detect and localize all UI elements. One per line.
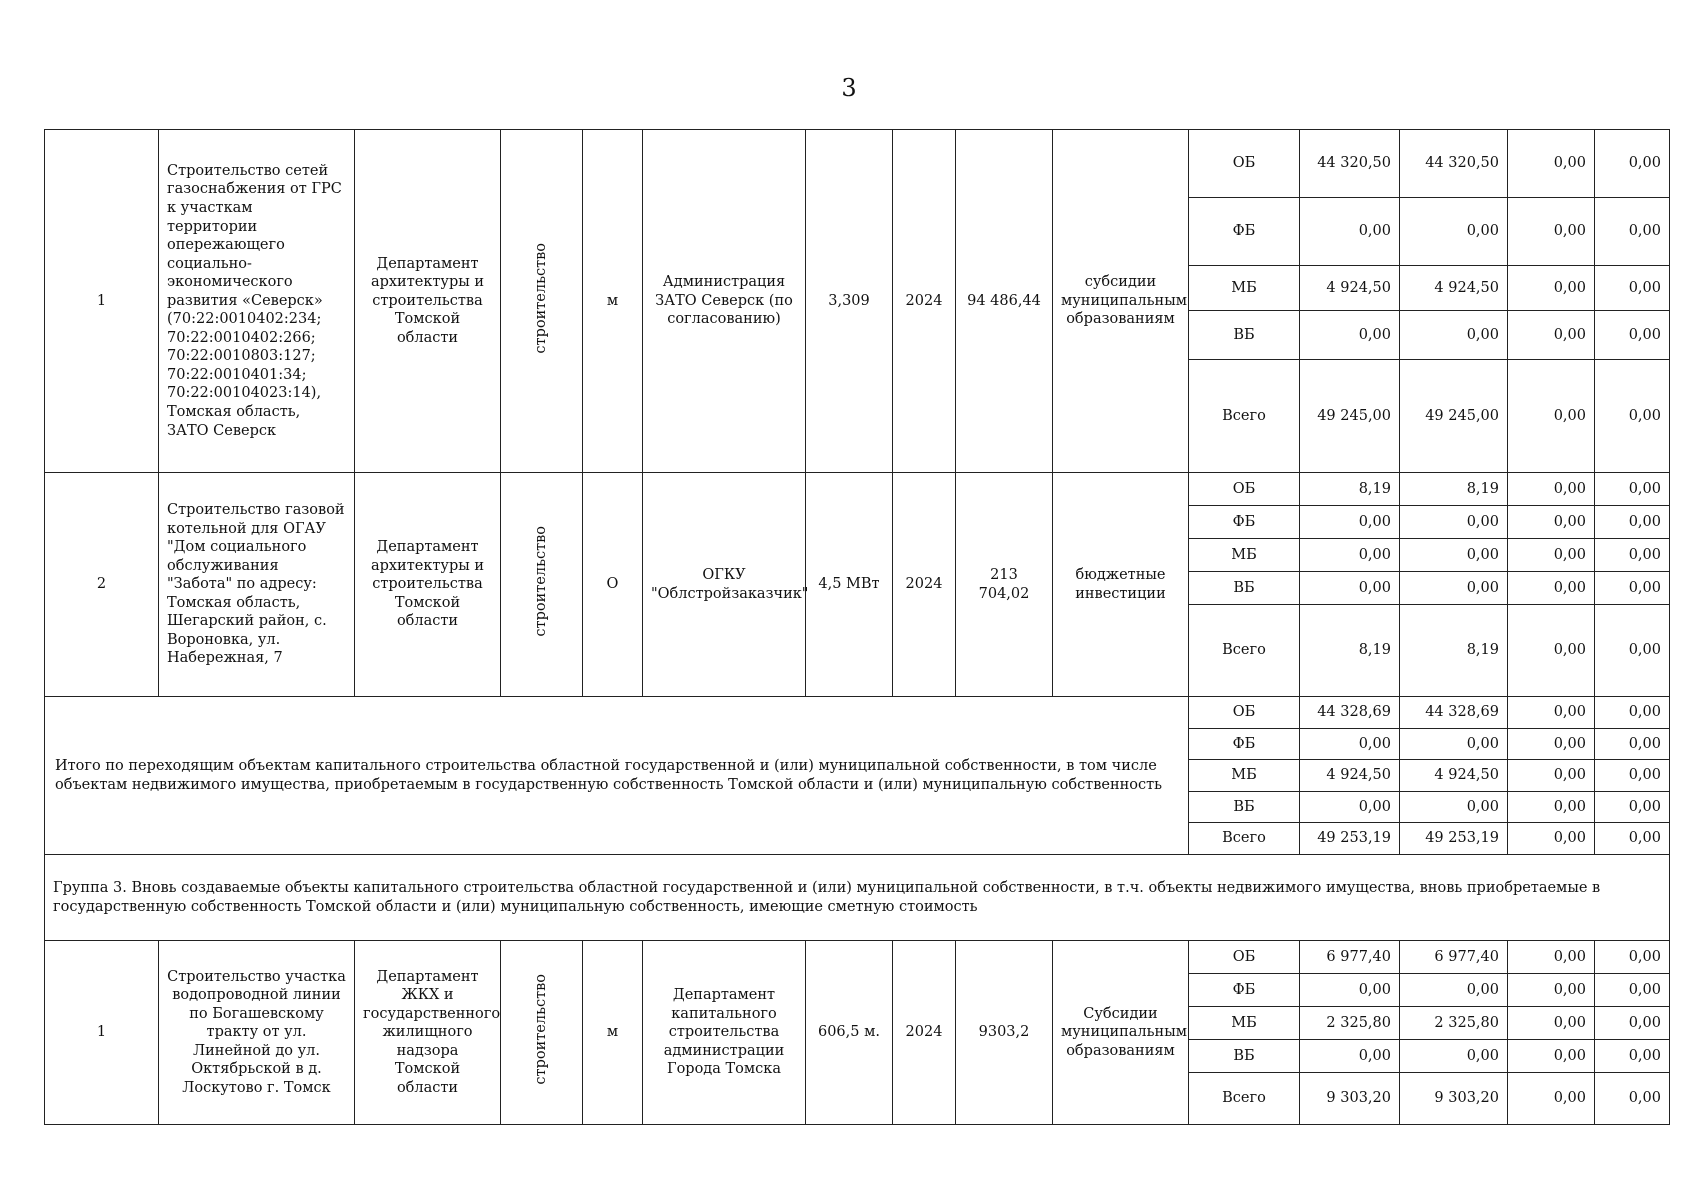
amount-cell: 0,00: [1300, 198, 1400, 266]
amount-cell: 0,00: [1508, 1007, 1595, 1040]
amount-cell: 0,00: [1595, 572, 1670, 605]
amount-cell: 6 977,40: [1400, 941, 1508, 974]
amount-cell: 0,00: [1508, 792, 1595, 823]
amount-cell: 0,00: [1508, 1073, 1595, 1125]
project-department: Департамент архитектуры и строительства Томской области: [355, 130, 501, 473]
amount-cell: 0,00: [1508, 506, 1595, 539]
amount-cell: 0,00: [1595, 760, 1670, 792]
amount-cell: 8,19: [1400, 605, 1508, 697]
amount-cell: 0,00: [1595, 266, 1670, 311]
amount-cell: 0,00: [1400, 1040, 1508, 1073]
amount-cell: 0,00: [1508, 198, 1595, 266]
amount-cell: 9 303,20: [1300, 1073, 1400, 1125]
amount-cell: 0,00: [1595, 130, 1670, 198]
project-year: 2024: [893, 473, 956, 697]
project-number: 1: [45, 941, 159, 1125]
amount-cell: 0,00: [1595, 198, 1670, 266]
funding-source: МБ: [1189, 1007, 1300, 1040]
table-row: [45, 697, 1670, 729]
funding-source: ОБ: [1189, 697, 1300, 729]
amount-cell: 8,19: [1400, 473, 1508, 506]
project-form: м: [583, 941, 643, 1125]
project-work-type: строительство: [501, 941, 583, 1125]
amount-cell: 0,00: [1595, 792, 1670, 823]
amount-cell: 0,00: [1508, 130, 1595, 198]
amount-cell: 0,00: [1508, 1040, 1595, 1073]
funding-source: Всего: [1189, 823, 1300, 855]
project-funding: Субсидии муниципальным образованиям: [1053, 941, 1189, 1125]
amount-cell: 4 924,50: [1300, 760, 1400, 792]
capital-construction-table: [44, 129, 1670, 1125]
amount-cell: 0,00: [1508, 539, 1595, 572]
project-year: 2024: [893, 130, 956, 473]
amount-cell: 2 325,80: [1400, 1007, 1508, 1040]
project-form: м: [583, 130, 643, 473]
funding-source: ВБ: [1189, 792, 1300, 823]
project-department: Департамент ЖКХ и государственного жилищного надзора Томской области: [355, 941, 501, 1125]
amount-cell: 0,00: [1595, 473, 1670, 506]
amount-cell: 0,00: [1595, 697, 1670, 729]
funding-source: МБ: [1189, 760, 1300, 792]
project-capacity: 4,5 МВт: [806, 473, 893, 697]
amount-cell: 0,00: [1300, 1040, 1400, 1073]
amount-cell: 0,00: [1595, 506, 1670, 539]
amount-cell: 0,00: [1595, 941, 1670, 974]
amount-cell: 0,00: [1595, 823, 1670, 855]
amount-cell: 0,00: [1400, 572, 1508, 605]
amount-cell: 6 977,40: [1300, 941, 1400, 974]
project-cost: 9303,2: [956, 941, 1053, 1125]
amount-cell: 0,00: [1508, 360, 1595, 473]
amount-cell: 0,00: [1595, 605, 1670, 697]
amount-cell: 0,00: [1595, 1073, 1670, 1125]
amount-cell: 0,00: [1400, 539, 1508, 572]
amount-cell: 0,00: [1400, 506, 1508, 539]
project-work-type: строительство: [501, 130, 583, 473]
funding-source: Всего: [1189, 605, 1300, 697]
amount-cell: 44 328,69: [1300, 697, 1400, 729]
amount-cell: 0,00: [1300, 729, 1400, 760]
amount-cell: 0,00: [1595, 1040, 1670, 1073]
amount-cell: 0,00: [1508, 729, 1595, 760]
funding-source: ОБ: [1189, 941, 1300, 974]
amount-cell: 4 924,50: [1400, 266, 1508, 311]
funding-source: МБ: [1189, 539, 1300, 572]
project-number: 2: [45, 473, 159, 697]
project-executor: ОГКУ "Облстройзаказчик": [643, 473, 806, 697]
amount-cell: 0,00: [1595, 729, 1670, 760]
amount-cell: 4 924,50: [1400, 760, 1508, 792]
funding-source: ВБ: [1189, 1040, 1300, 1073]
amount-cell: 49 253,19: [1400, 823, 1508, 855]
amount-cell: 0,00: [1300, 572, 1400, 605]
amount-cell: 9 303,20: [1400, 1073, 1508, 1125]
amount-cell: 0,00: [1300, 539, 1400, 572]
amount-cell: 0,00: [1300, 506, 1400, 539]
project-executor: Администрация ЗАТО Северск (по согласованию): [643, 130, 806, 473]
project-work-type: строительство: [501, 473, 583, 697]
amount-cell: 0,00: [1400, 792, 1508, 823]
funding-source: Всего: [1189, 1073, 1300, 1125]
table-row: [45, 130, 1670, 198]
amount-cell: 0,00: [1508, 941, 1595, 974]
amount-cell: 0,00: [1300, 974, 1400, 1007]
funding-source: ВБ: [1189, 311, 1300, 360]
amount-cell: 0,00: [1400, 311, 1508, 360]
page-number: 3: [841, 74, 857, 102]
amount-cell: 0,00: [1595, 1007, 1670, 1040]
amount-cell: 8,19: [1300, 473, 1400, 506]
funding-source: ВБ: [1189, 572, 1300, 605]
amount-cell: 44 328,69: [1400, 697, 1508, 729]
amount-cell: 0,00: [1300, 792, 1400, 823]
project-name: Строительство участка водопроводной линии по Богашевскому тракту от ул. Линейной до ул. Октябрьской в д. Лоскутово г. Томск: [159, 941, 355, 1125]
amount-cell: 0,00: [1508, 823, 1595, 855]
amount-cell: 0,00: [1508, 974, 1595, 1007]
project-funding: субсидии муниципальным образованиям: [1053, 130, 1189, 473]
funding-source: ФБ: [1189, 198, 1300, 266]
project-cost: 94 486,44: [956, 130, 1053, 473]
amount-cell: 0,00: [1508, 760, 1595, 792]
amount-cell: 44 320,50: [1400, 130, 1508, 198]
project-name: Строительство газовой котельной для ОГАУ "Дом социального обслуживания "Забота" по адресу: Томская область, Шегарский район, с. Вороновка, ул. Набережная, 7: [159, 473, 355, 697]
funding-source: МБ: [1189, 266, 1300, 311]
project-name: Строительство сетей газоснабжения от ГРС к участкам территории опережающего социально-экономического развития «Северск» (70:22:0010402:234; 70:22:0010402:266; 70:22:0010803:127; 70:22:0010401:34; 70:22:00104023:14), Томская область, ЗАТО Северск: [159, 130, 355, 473]
amount-cell: 0,00: [1508, 697, 1595, 729]
amount-cell: 0,00: [1300, 311, 1400, 360]
table-row: [45, 473, 1670, 506]
total-label: Итого по переходящим объектам капитального строительства областной государственной и (или) муниципальной собственности, в том числе объектам недвижимого имущества, приобретаемым в государственную собственность Томской области и (или) муниципальную собственность: [45, 697, 1189, 855]
amount-cell: 0,00: [1400, 198, 1508, 266]
table-row: [45, 941, 1670, 974]
project-number: 1: [45, 130, 159, 473]
amount-cell: 49 245,00: [1400, 360, 1508, 473]
project-cost: 213 704,02: [956, 473, 1053, 697]
amount-cell: 49 253,19: [1300, 823, 1400, 855]
amount-cell: 0,00: [1508, 572, 1595, 605]
amount-cell: 0,00: [1595, 360, 1670, 473]
amount-cell: 0,00: [1595, 539, 1670, 572]
funding-source: Всего: [1189, 360, 1300, 473]
funding-source: ОБ: [1189, 130, 1300, 198]
project-funding: бюджетные инвестиции: [1053, 473, 1189, 697]
funding-source: ФБ: [1189, 506, 1300, 539]
funding-source: ФБ: [1189, 974, 1300, 1007]
amount-cell: 0,00: [1400, 974, 1508, 1007]
funding-source: ОБ: [1189, 473, 1300, 506]
project-capacity: 3,309: [806, 130, 893, 473]
project-year: 2024: [893, 941, 956, 1125]
amount-cell: 44 320,50: [1300, 130, 1400, 198]
amount-cell: 0,00: [1595, 974, 1670, 1007]
amount-cell: 2 325,80: [1300, 1007, 1400, 1040]
funding-source: ФБ: [1189, 729, 1300, 760]
amount-cell: 8,19: [1300, 605, 1400, 697]
project-capacity: 606,5 м.: [806, 941, 893, 1125]
project-department: Департамент архитектуры и строительства Томской области: [355, 473, 501, 697]
amount-cell: 0,00: [1508, 473, 1595, 506]
amount-cell: 4 924,50: [1300, 266, 1400, 311]
amount-cell: 0,00: [1595, 311, 1670, 360]
project-form: О: [583, 473, 643, 697]
group-heading: Группа 3. Вновь создаваемые объекты капитального строительства областной государственной и (или) муниципальной собственности, в т.ч. объекты недвижимого имущества, вновь приобретаемые в государственную собственность Томской области и (или) муниципальную собственность, имеющие сметную стоимость: [45, 855, 1670, 941]
amount-cell: 0,00: [1508, 266, 1595, 311]
amount-cell: 0,00: [1400, 729, 1508, 760]
amount-cell: 0,00: [1508, 311, 1595, 360]
amount-cell: 0,00: [1508, 605, 1595, 697]
table-row: [45, 855, 1670, 941]
amount-cell: 49 245,00: [1300, 360, 1400, 473]
project-executor: Департамент капитального строительства администрации Города Томска: [643, 941, 806, 1125]
